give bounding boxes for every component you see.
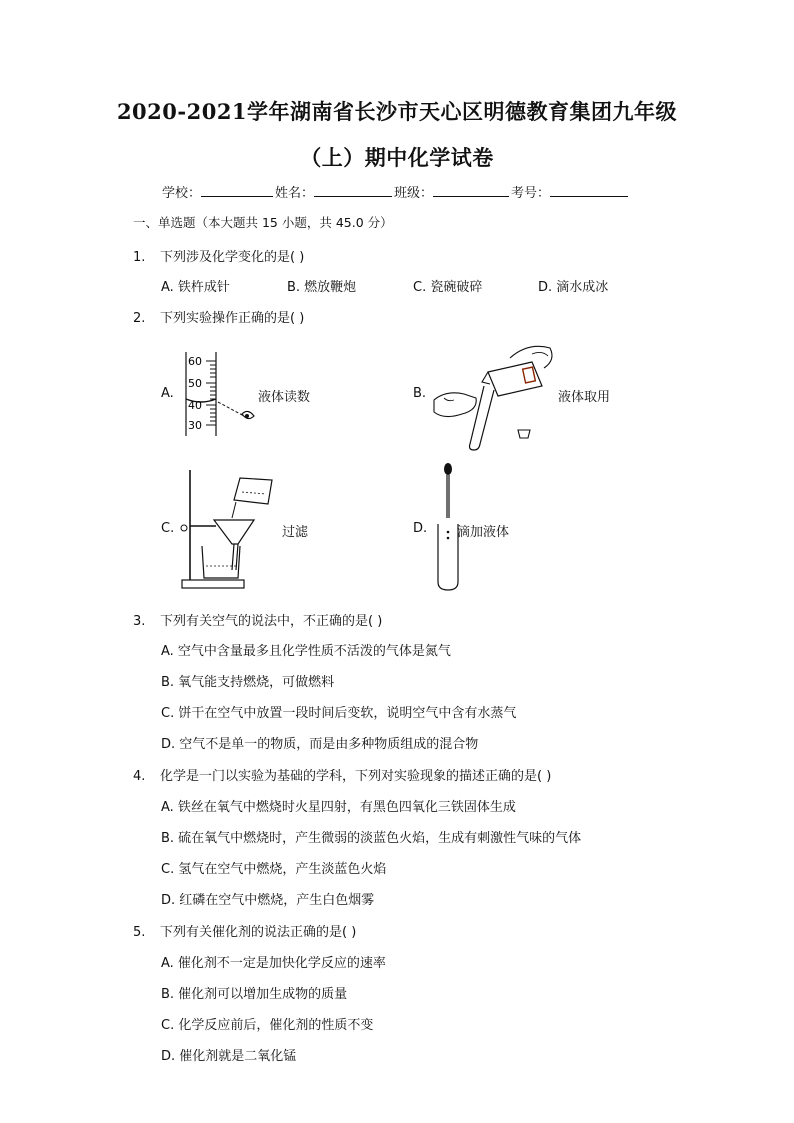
question-text: 下列有关催化剂的说法正确的是( ) xyxy=(160,925,357,940)
option-3d: D. 空气不是单一的物质，而是由多种物质组成的混合物 xyxy=(161,737,479,752)
pouring-liquid-figure xyxy=(432,338,562,448)
figure-c-caption: 过滤 xyxy=(282,525,309,540)
question-1 xyxy=(133,246,304,265)
graduated-cylinder-figure xyxy=(180,352,270,442)
option-1d: D. 滴水成冰 xyxy=(538,280,609,295)
school-blank xyxy=(201,184,273,197)
scale-label-60: 60 xyxy=(188,355,202,368)
question-number: 3. xyxy=(133,614,146,629)
eye-icon xyxy=(242,411,254,418)
figure-b-letter: B. xyxy=(413,386,427,401)
option-5d: D. 催化剂就是二氧化锰 xyxy=(161,1049,297,1064)
option-4b: B. 硫在氧气中燃烧时，产生微弱的淡蓝色火焰，生成有刺激性气味的气体 xyxy=(161,831,582,846)
question-text: 下列实验操作正确的是( ) xyxy=(160,311,305,326)
scale-label-30: 30 xyxy=(188,419,202,432)
question-number: 2. xyxy=(133,311,146,326)
school-label: 学校： xyxy=(162,186,202,201)
filtration-figure xyxy=(176,470,286,592)
question-text: 下列涉及化学变化的是( ) xyxy=(160,250,305,265)
figure-b-caption: 液体取用 xyxy=(558,390,611,405)
option-3c: C. 饼干在空气中放置一段时间后变软，说明空气中含有水蒸气 xyxy=(161,706,517,721)
option-1a: A. 铁杵成针 xyxy=(161,280,230,295)
option-3a: A. 空气中含量最多且化学性质不活泼的气体是氮气 xyxy=(161,644,451,659)
option-5c: C. 化学反应前后，催化剂的性质不变 xyxy=(161,1018,374,1033)
exam-no-label: 考号： xyxy=(511,186,551,201)
exam-title-line1: 2020-2021学年湖南省长沙市天心区明德教育集团九年级 xyxy=(116,99,678,124)
option-4d: D. 红磷在空气中燃烧，产生白色烟雾 xyxy=(161,893,375,908)
question-number: 4. xyxy=(133,769,146,784)
figure-d-letter: D. xyxy=(413,521,428,536)
question-2 xyxy=(133,307,304,326)
scale-label-50: 50 xyxy=(188,377,202,390)
option-5a: A. 催化剂不一定是加快化学反应的速率 xyxy=(161,956,386,971)
name-label: 姓名： xyxy=(275,186,315,201)
question-4 xyxy=(133,765,551,784)
question-number: 5. xyxy=(133,925,146,940)
option-1c: C. 瓷碗破碎 xyxy=(413,280,483,295)
class-label: 班级： xyxy=(394,186,434,201)
figure-c-letter: C. xyxy=(161,521,175,536)
scale-label-40: 40 xyxy=(188,399,202,412)
name-blank xyxy=(314,184,392,197)
option-1b: B. 燃放鞭炮 xyxy=(287,280,357,295)
exam-no-blank xyxy=(550,184,628,197)
question-3 xyxy=(133,610,382,629)
option-4c: C. 氢气在空气中燃烧，产生淡蓝色火焰 xyxy=(161,862,387,877)
option-4a: A. 铁丝在氧气中燃烧时火星四射，有黑色四氧化三铁固体生成 xyxy=(161,800,516,815)
figure-a-caption: 液体读数 xyxy=(258,390,311,405)
figure-d-caption: 滴加液体 xyxy=(457,525,510,540)
section-heading: 一、单选题（本大题共 15 小题，共 45.0 分） xyxy=(133,215,393,230)
question-number: 1. xyxy=(133,250,146,265)
student-info-row xyxy=(162,182,630,201)
figure-a-letter: A. xyxy=(161,386,174,401)
exam-title-line2: （上）期中化学试卷 xyxy=(300,145,494,170)
option-3b: B. 氧气能支持燃烧，可做燃料 xyxy=(161,675,335,690)
question-text: 化学是一门以实验为基础的学科，下列对实验现象的描述正确的是( ) xyxy=(160,769,552,784)
option-5b: B. 催化剂可以增加生成物的质量 xyxy=(161,987,348,1002)
class-blank xyxy=(433,184,509,197)
question-text: 下列有关空气的说法中，不正确的是( ) xyxy=(160,614,383,629)
question-5 xyxy=(133,921,356,940)
